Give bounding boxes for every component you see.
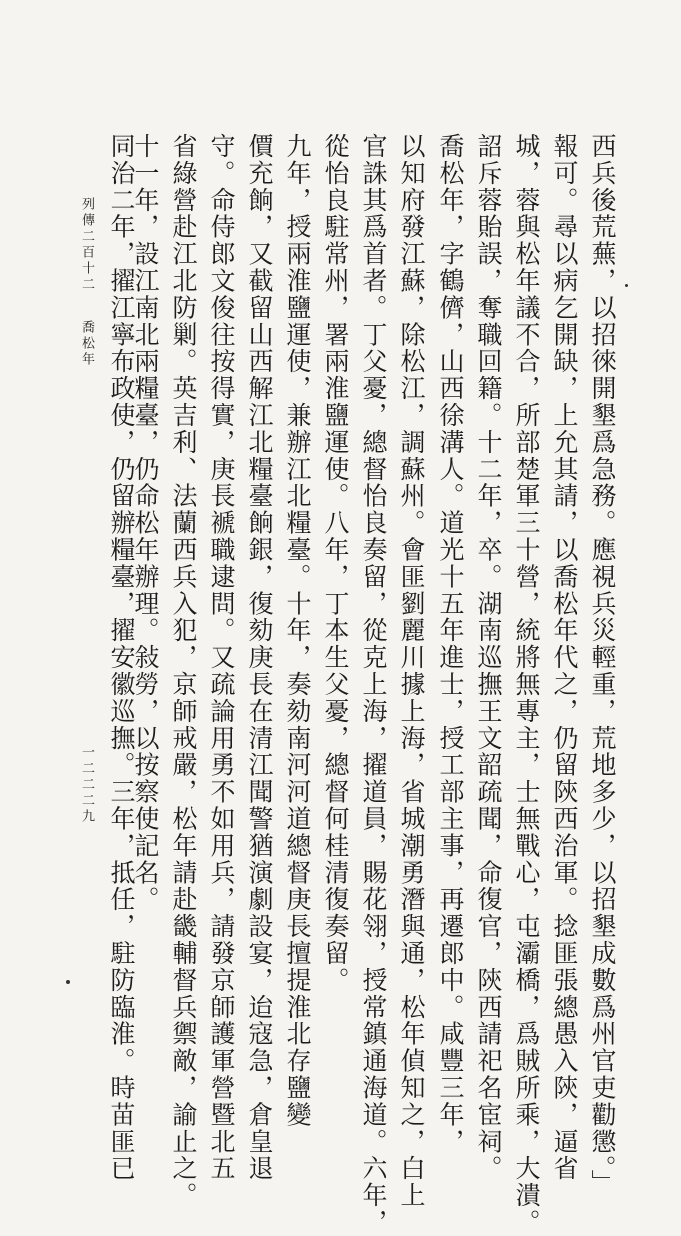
text-column-10: 價充餉，又截留山西解江北糧臺餉銀，復劾庚長在清江聞警猶演劇設宴，迨寇急，倉皇退 [245, 133, 274, 1183]
text-column-12: 省綠營赴江北防剿。英吉利、法蘭西兵入犯，京師戒嚴，松年請赴畿輔督兵禦敵，諭止之。 [169, 133, 198, 1209]
text-column-8: 從怡良駐常州，署兩淮鹽運使。八年，丁本生父憂，總督何桂清復奏留。 [321, 133, 350, 994]
biography-name: 喬松年 [79, 320, 94, 368]
text-column-1: 西兵後荒蕪，以招徠開墾爲急務。應視兵災輕重，荒地多少，以招墾成數爲州官吏勸懲。」 [588, 133, 617, 1197]
text-column-3: 城，蓉與松年議不合，所部楚軍三十營，統將無專主，士無戰心，屯灞橋，爲賊所乘，大潰。 [512, 133, 541, 1236]
text-column-11: 守。命侍郎文俊往按得實，庚長褫職逮問。又疏論用勇不如用兵，請發京師護軍營暨北五 [207, 133, 236, 1183]
page-number: 一二二二九 [79, 745, 94, 825]
text-column-7: 官誅其爲首者。丁父憂，總督怡良奏留，從克上海，擢道員，賜花翎，授常鎮通海道。六年， [359, 133, 388, 1236]
text-column-2: 報可。尋以病乞開缺，上允其請，以喬松年代之，仍留陝西治軍。捻匪張總愚入陝，逼省 [550, 133, 579, 1183]
text-column-6: 以知府發江蘇，除松江，調蘇州。會匪劉麗川據上海，省城潮勇潛與通，松年偵知之，白上 [397, 133, 426, 1209]
text-column-9: 九年，授兩淮鹽運使，兼辦江北糧臺。十年，奏劾南河河道總督庚長擅提淮北存鹽變 [283, 133, 312, 1129]
text-column-13: 十一年，設江南北兩糧臺，仍命松年辦理。敍勞，以按察使記名。 [131, 133, 160, 914]
chapter-title: 列傳二百十二 [79, 197, 94, 293]
print-speck [625, 284, 628, 287]
text-column-5: 喬松年，字鶴儕，山西徐溝人。道光十五年進士，授工部主事，再遷郎中。咸豐三年， [436, 133, 465, 1156]
text-column-14: 同治二年，擢江寧布政使，仍留辦糧臺，擢安徽巡撫。三年，抵任，駐防臨淮。時苗匪已 [107, 133, 136, 1183]
text-column-4: 詔斥蓉貽誤，奪職回籍。十二年，卒。湖南巡撫王文韶疏聞，命復官，陝西請祀名宦祠。 [474, 133, 503, 1183]
print-speck [66, 980, 70, 984]
